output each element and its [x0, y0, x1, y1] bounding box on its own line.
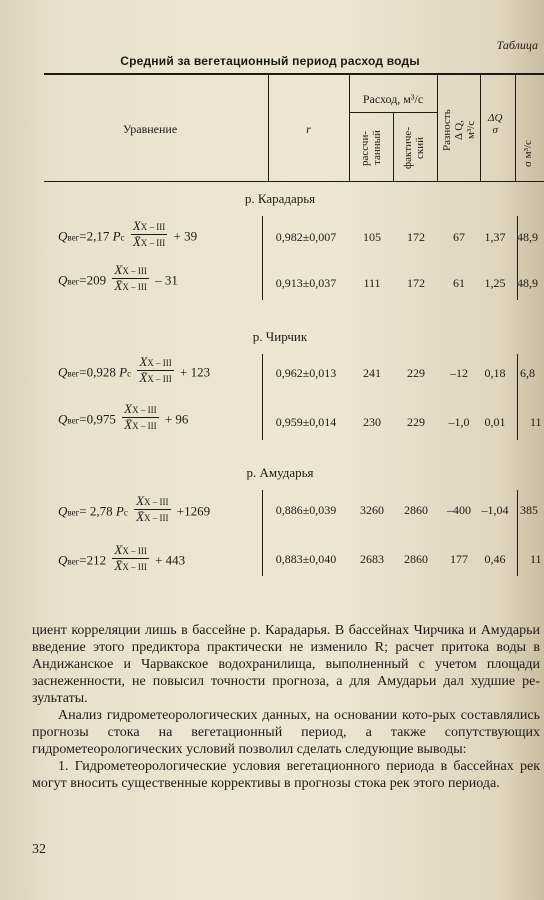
section-title: р. Карадарья	[244, 191, 316, 206]
sigma-value: 6,8	[520, 366, 535, 380]
r-value: 0,886±0,039	[275, 503, 337, 517]
difference-value: –400	[447, 503, 471, 517]
header-sigma: σ м³/с	[522, 140, 534, 168]
calculated-value: 2683	[360, 552, 384, 566]
calculated-value: 241	[363, 366, 381, 380]
difference-value: –1,0	[448, 415, 470, 429]
sigma-value: 11	[530, 415, 542, 429]
r-value: 0,883±0,040	[275, 552, 337, 566]
sigma-value: 48,9	[517, 276, 538, 290]
table-title: Средний за вегетационный период расход воды	[120, 54, 420, 68]
equation: Qвег=2,17 Pс $\frac{\text{XX – III}}{\text{X̄X – III}}$ + 39	[58, 218, 198, 249]
actual-value: 172	[407, 230, 425, 244]
calculated-value: 111	[363, 276, 381, 290]
actual-value: 172	[407, 276, 425, 290]
header-calculated: рассчи- танный	[359, 130, 383, 166]
difference-value: 61	[453, 276, 465, 290]
paragraph: циент корреляции лишь в бассейне р. Карадарья. В бассейнах Чирчика и Амударьи введение этого предиктора практически не изменило R; расчет притока воды в Андижанское и Чарвакское водохранилища, выполненный с учетом площади заснеженности, не повысил точности прогноза, а для Амударьи дал худшие ре-зультаты.	[32, 623, 540, 706]
table-top-rule	[44, 73, 544, 75]
equation: Qвег=209 $\frac{\text{XX – III}}{\text{X̄X – III}}$ – 31	[58, 262, 178, 293]
ratio-value: 0,18	[484, 366, 506, 380]
r-value: 0,959±0,014	[275, 415, 337, 429]
calculated-value: 3260	[360, 503, 384, 517]
ratio-value: 1,37	[484, 230, 506, 244]
section-title: р. Амударья	[246, 465, 314, 480]
calculated-value: 230	[363, 415, 381, 429]
table-label: Таблица	[496, 38, 538, 52]
difference-value: 67	[453, 230, 465, 244]
difference-value: 177	[450, 552, 468, 566]
actual-value: 229	[407, 415, 425, 429]
header-bottom-rule	[44, 181, 544, 182]
section-title: р. Чирчик	[252, 329, 308, 344]
header-equation: Уравнение	[122, 122, 178, 136]
r-value: 0,962±0,013	[275, 366, 337, 380]
paragraph: 1. Гидрометеорологические условия вегетационного периода в бассейнах рек могут вносить существенные коррективы в прогнозы стока рек этого периода.	[32, 759, 540, 791]
header-actual: фактиче- ский	[402, 127, 426, 169]
equation: Qвег=212 $\frac{\text{XX – III}}{\text{X̄X – III}}$ + 443	[58, 542, 186, 573]
sigma-value: 11	[530, 552, 542, 566]
header-divider-6	[515, 75, 516, 181]
actual-value: 229	[407, 366, 425, 380]
sigma-value: 48,9	[517, 230, 538, 244]
body-divider-2	[517, 490, 518, 576]
ratio-value: 1,25	[484, 276, 506, 290]
equation: Qвег=0,975 $\frac{\text{XX – III}}{\text{X̄X – III}}$ + 96	[58, 401, 189, 432]
equation: Qвег= 2,78 Pс $\frac{\text{XX – III}}{\text{X̄X – III}}$ +1269	[58, 493, 211, 524]
difference-value: –12	[450, 366, 468, 380]
calculated-value: 105	[363, 230, 381, 244]
ratio-value: 0,46	[484, 552, 506, 566]
header-dq-sigma: ΔQ σ	[488, 112, 503, 136]
r-value: 0,913±0,037	[275, 276, 337, 290]
header-discharge: Расход, м³/с	[362, 92, 424, 106]
page-number: 32	[32, 842, 46, 857]
sigma-value: 385	[520, 503, 538, 517]
body-text	[32, 622, 540, 792]
paragraph: Анализ гидрометеорологических данных, на основании кото-рых составлялись прогнозы стока на вегетационный период, а также сопутствующих гидрометеорологических условий позволил сделать следующие выводы:	[32, 708, 540, 757]
header-r: r	[306, 122, 311, 136]
header-divider-2	[349, 75, 350, 181]
header-difference: Разность Δ Q, м³/с	[441, 109, 477, 151]
equation: Qвег=0,928 Pс $\frac{\text{XX – III}}{\text{X̄X – III}}$ + 123	[58, 354, 211, 385]
actual-value: 2860	[404, 552, 428, 566]
ratio-value: 0,01	[484, 415, 506, 429]
body-divider-2	[517, 354, 518, 440]
header-divider-3	[393, 112, 394, 181]
ratio-value: –1,04	[481, 503, 509, 517]
r-value: 0,982±0,007	[275, 230, 337, 244]
header-divider-4	[437, 75, 438, 181]
header-divider-5	[480, 75, 481, 181]
actual-value: 2860	[404, 503, 428, 517]
